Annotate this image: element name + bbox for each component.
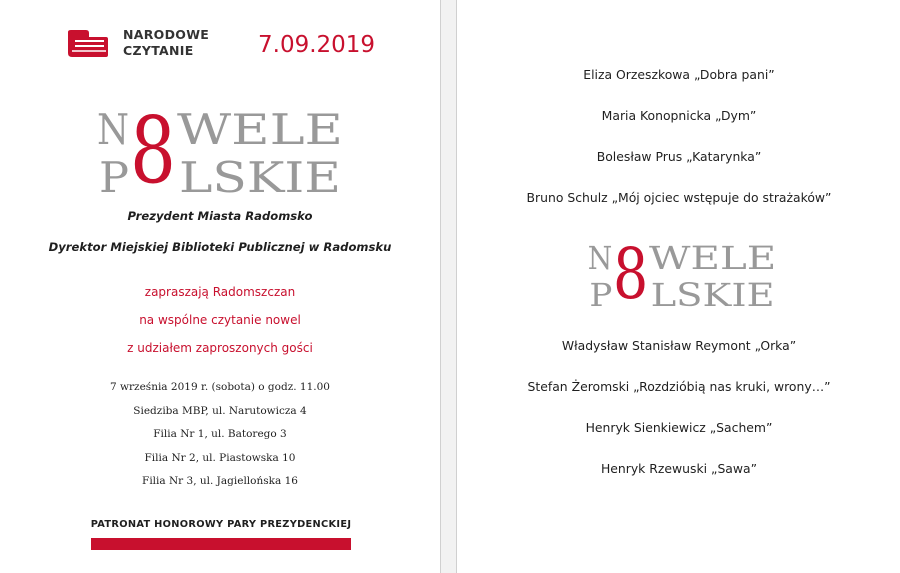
narodowe-czytanie-logo-text	[123, 27, 209, 59]
novel-item: Maria Konopnicka „Dym”	[601, 108, 757, 123]
logotype-p: P	[99, 153, 129, 200]
patronage-bar	[91, 538, 351, 550]
novel-item: Bruno Schulz „Mój ojciec wstępuje do strażaków”	[526, 190, 832, 205]
left-page	[0, 0, 441, 573]
event-details	[0, 380, 440, 498]
page-gutter	[441, 0, 455, 573]
detail-location: Siedziba MBP, ul. Narutowicza 4	[133, 404, 307, 417]
patronage-label: PATRONAT HONOROWY PARY PREZYDENCKIEJ	[90, 519, 352, 530]
detail-location: Filia Nr 2, ul. Piastowska 10	[144, 451, 296, 464]
detail-location: Filia Nr 3, ul. Jagiellońska 16	[142, 475, 298, 487]
logotype-n: N	[587, 240, 613, 278]
invitation-line: na wspólne czytanie nowel	[139, 313, 301, 327]
logo-line-1: NARODOWE	[123, 27, 210, 42]
open-book-icon	[66, 29, 110, 59]
novel-item: Henryk Rzewuski „Sawa”	[600, 461, 758, 476]
nowele-polskie-logotype	[97, 106, 343, 200]
invitation-block	[0, 282, 440, 366]
host-mayor: Prezydent Miasta Radomsko	[127, 209, 313, 223]
detail-date-time: 7 września 2019 r. (sobota) o godz. 11.00	[110, 381, 330, 393]
logotype-p: P	[589, 275, 613, 312]
novel-item: Henryk Sienkiewicz „Sachem”	[585, 420, 773, 435]
host-library-director: Dyrektor Miejskiej Biblioteki Publicznej w Radomsku	[48, 240, 392, 254]
hosts-block	[0, 207, 440, 269]
invitation-line: zapraszają Radomszczan	[144, 285, 296, 299]
logotype-lskie: LSKIE	[650, 275, 775, 312]
logotype-eight: 8	[613, 240, 649, 312]
logo-line-2: CZYTANIE	[123, 43, 194, 58]
logotype-wele: WELE	[177, 106, 343, 154]
novel-list-bottom	[457, 337, 900, 501]
logotype-eight: 8	[130, 106, 176, 200]
logotype-n: N	[97, 106, 129, 154]
nowele-polskie-logotype	[575, 240, 789, 312]
logotype-lskie: LSKIE	[179, 153, 341, 200]
novel-item: Stefan Żeromski „Rozdzióbią nas kruki, wrony…”	[527, 379, 831, 394]
detail-location: Filia Nr 1, ul. Batorego 3	[153, 428, 287, 440]
logotype-wele: WELE	[649, 240, 777, 278]
event-date: 7.09.2019	[258, 32, 376, 58]
novel-list-top	[457, 66, 900, 230]
novel-item: Władysław Stanisław Reymont „Orka”	[561, 338, 797, 353]
novel-item: Eliza Orzeszkowa „Dobra pani”	[583, 67, 775, 82]
novel-item: Bolesław Prus „Katarynka”	[596, 149, 762, 164]
invitation-line: z udziałem zaproszonych gości	[127, 341, 313, 355]
